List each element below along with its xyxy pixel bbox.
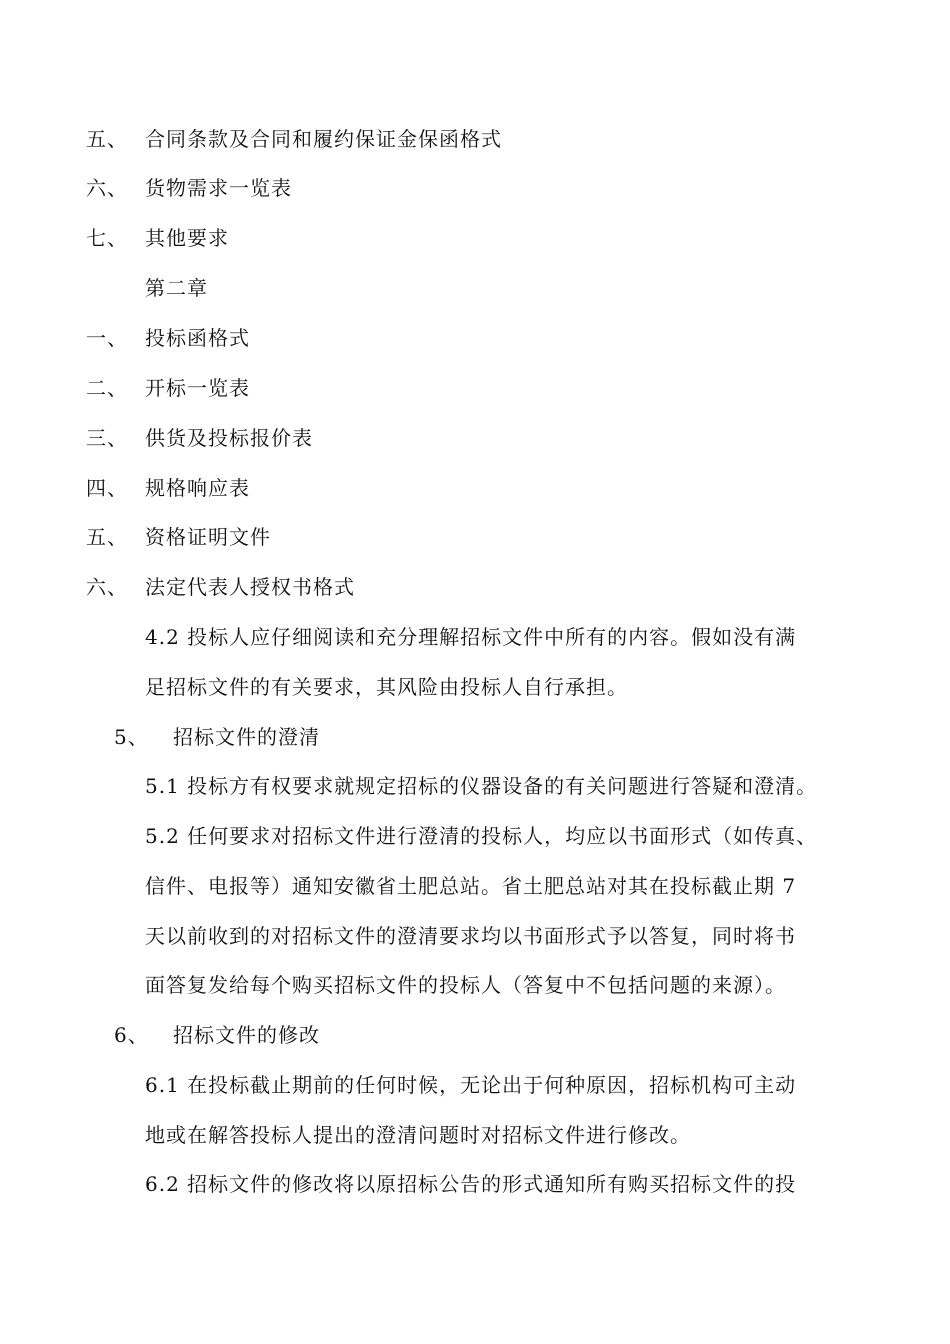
- paragraph-text: 4.2 投标人应仔细阅读和充分理解招标文件中所有的内容。假如没有满: [145, 625, 797, 649]
- list-item-number: 七、: [86, 226, 128, 250]
- list-item-text: 规格响应表: [145, 476, 250, 500]
- paragraph-text: 5.2 任何要求对招标文件进行澄清的投标人，均应以书面形式（如传真、: [145, 824, 818, 848]
- list-item-text: 法定代表人授权书格式: [145, 575, 355, 599]
- list-item-text: 投标函格式: [145, 326, 250, 350]
- list-item-number: 二、: [86, 376, 128, 400]
- paragraph-text: 6.1 在投标截止期前的任何时候，无论出于何种原因，招标机构可主动: [145, 1073, 797, 1097]
- paragraph-text: 足招标文件的有关要求，其风险由投标人自行承担。: [145, 675, 628, 699]
- list-item-text: 其他要求: [145, 226, 229, 250]
- list-item-text: 供货及投标报价表: [145, 426, 313, 450]
- section-number: 5、: [114, 725, 149, 749]
- list-item-number: 五、: [86, 525, 128, 549]
- list-item-text: 资格证明文件: [145, 525, 271, 549]
- section-number: 6、: [114, 1023, 149, 1047]
- list-item-text: 货物需求一览表: [145, 176, 292, 200]
- list-item-number: 六、: [86, 575, 128, 599]
- paragraph-text: 信件、电报等）通知安徽省土肥总站。省土肥总站对其在投标截止期 7: [145, 874, 797, 898]
- section-title: 招标文件的澄清: [173, 725, 320, 749]
- list-item-number: 四、: [86, 476, 128, 500]
- paragraph-text: 天以前收到的对招标文件的澄清要求均以书面形式予以答复，同时将书: [145, 924, 796, 948]
- list-item-number: 五、: [86, 127, 128, 151]
- list-item-text: 开标一览表: [145, 376, 250, 400]
- paragraph-text: 地或在解答投标人提出的澄清问题时对招标文件进行修改。: [145, 1123, 691, 1147]
- paragraph-text: 5.1 投标方有权要求就规定招标的仪器设备的有关问题进行答疑和澄清。: [145, 774, 818, 798]
- paragraph-text: 面答复发给每个购买招标文件的投标人（答复中不包括问题的来源）。: [145, 973, 786, 997]
- list-item-number: 一、: [86, 326, 128, 350]
- list-item-number: 三、: [86, 426, 128, 450]
- list-item-number: 六、: [86, 176, 128, 200]
- chapter-heading-text: 第二章: [145, 276, 208, 300]
- section-title: 招标文件的修改: [173, 1023, 320, 1047]
- paragraph-text: 6.2 招标文件的修改将以原招标公告的形式通知所有购买招标文件的投: [145, 1172, 797, 1196]
- list-item-text: 合同条款及合同和履约保证金保函格式: [145, 127, 502, 151]
